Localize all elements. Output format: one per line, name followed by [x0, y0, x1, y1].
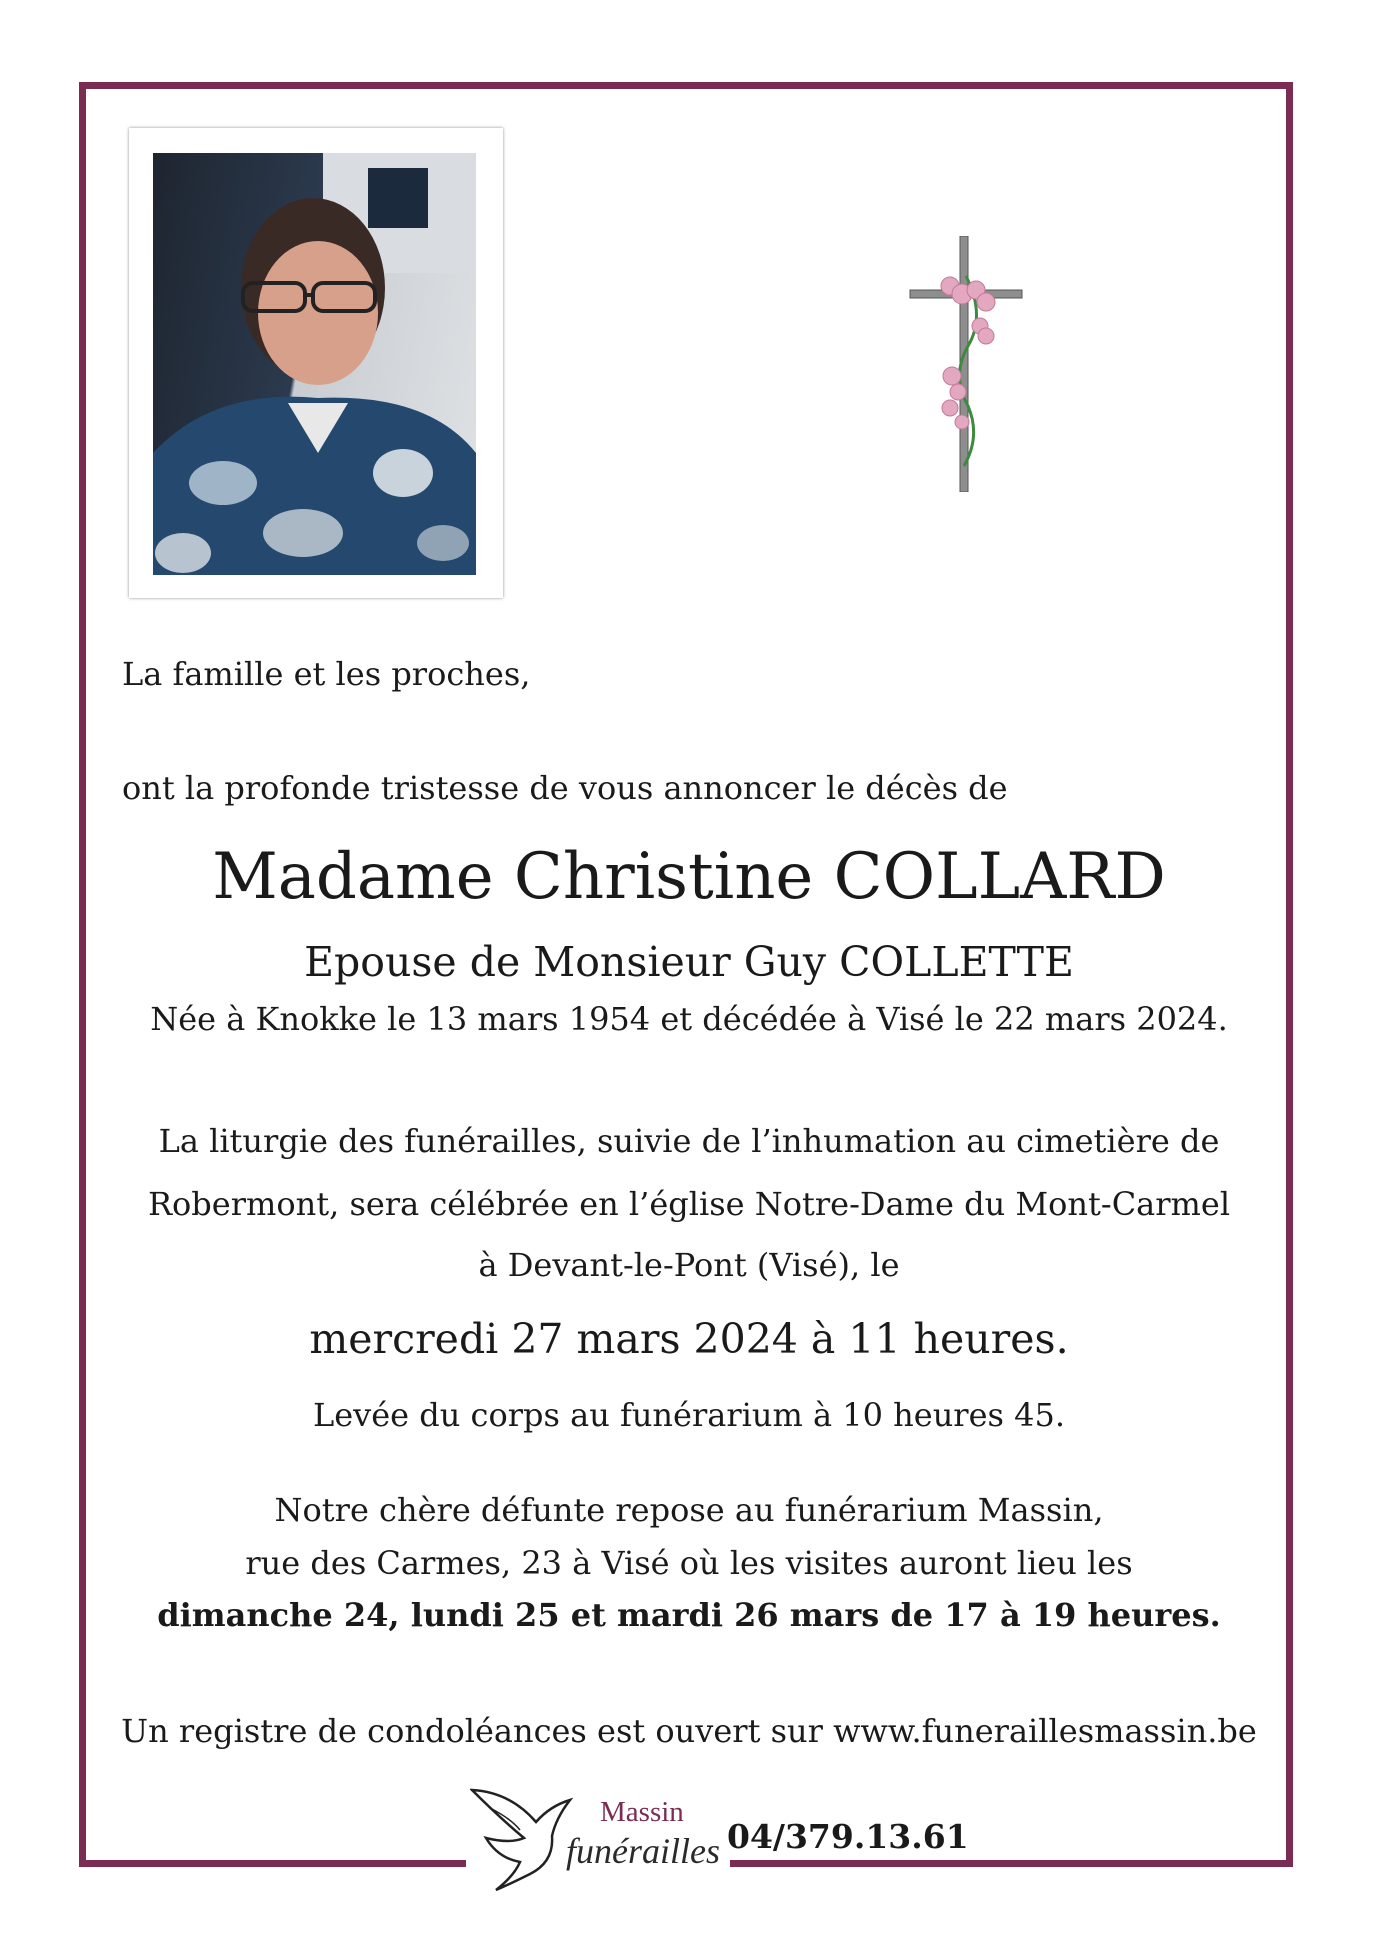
birth-death-text: Née à Knokke le 13 mars 1954 et décédée à Visé le 22 mars 2024. [150, 1000, 1228, 1038]
visits-line-2: rue des Carmes, 23 à Visé où les visites auront lieu les [245, 1544, 1133, 1582]
logo-funerailles-text: funérailles [566, 1831, 720, 1871]
portrait-photo [129, 128, 503, 598]
intro-text: La famille et les proches, [122, 655, 531, 693]
liturgy-line-3: à Devant-le-Pont (Visé), le [478, 1246, 900, 1284]
deceased-name: Madame Christine COLLARD [212, 840, 1166, 914]
phone-number: 04/379.13.61 [727, 1817, 969, 1856]
logo-massin-text: Massin [600, 1796, 684, 1828]
liturgy-line-1: La liturgie des funérailles, suivie de l’inhumation au cimetière de [158, 1122, 1220, 1160]
registry-text: Un registre de condoléances est ouvert sur www.funeraillesmassin.be [121, 1712, 1257, 1750]
visits-line-1: Notre chère défunte repose au funérarium Massin, [274, 1491, 1104, 1529]
liturgy-line-2: Robermont, sera célébrée en l’église Notre-Dame du Mont-Carmel [147, 1185, 1231, 1223]
portrait-image [153, 153, 476, 575]
dove-icon [470, 1778, 580, 1896]
massin-logo [470, 1778, 720, 1898]
levee-text: Levée du corps au funérarium à 10 heures 45. [312, 1396, 1066, 1434]
visits-line-3: dimanche 24, lundi 25 et mardi 26 mars de 17 à 19 heures. [157, 1596, 1221, 1634]
ceremony-date: mercredi 27 mars 2024 à 11 heures. [309, 1315, 1069, 1363]
cross-with-flowers-icon [906, 236, 1026, 492]
spouse-text: Epouse de Monsieur Guy COLLETTE [304, 938, 1074, 986]
announce-text: ont la profonde tristesse de vous annoncer le décès de [122, 769, 1008, 807]
